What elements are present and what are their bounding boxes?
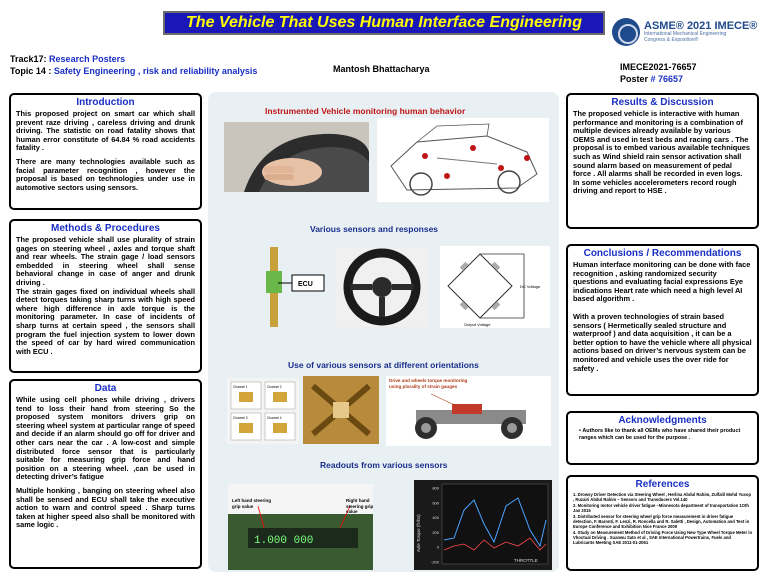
- conclusions-box: [566, 244, 759, 396]
- poster-title: The Vehicle That Uses Human Interface Engineering: [186, 14, 582, 31]
- reference-item: 4. Study on Measurement Method of Driving Force Using New Type Wheel Torque Meter in Vhoctual Driving . Xuanwu Sato et al , SAE International Powertrains, Fuels and Lubricants Meeting SAE 2011-01-2061: [573, 530, 752, 545]
- conclusions-title: Conclusions / Recommendations: [583, 248, 742, 259]
- paper-id: IMECE2021-76657: [620, 62, 697, 72]
- results-box: [566, 93, 759, 229]
- strain-gauge-channels-figure: [227, 378, 299, 444]
- torque-plot-svg: [414, 480, 552, 570]
- conclusions-p1: Human interface monitoring can be done with face recognition , asking randomized security questions and evaluating facial expressions Eye indications Heart rate which need a high level AI based algorithm .: [573, 260, 751, 304]
- grip-readout-board: [228, 484, 373, 570]
- results-p1: The proposed vehicle is interactive with human performance and monitoring is a combination of multiple devices already available by various OEMS and used in test beds and racing cars . The proposal is to embed various available techniques such as Wind shield rain sensor activation shall sound alarm based on measurement of pedal force . All alarms shall be recorded in even logs.: [573, 109, 751, 179]
- methods-p2: The strain gages fixed on individual wheels shall detect torques taking sharp turns with high speed where high difference in axle torque is the monitoring parameter. In case of incidents of sharp turns at certain speed , the sensors shall program the fuel injection system to lower down the speed of car by hard wired communication with ECU .: [16, 286, 195, 356]
- acknowledgments-p1: • Authors like to thank all OEMs who have shared their product ranges which can be used for the purpose .: [579, 428, 741, 441]
- data-p1: While using cell phones while driving , drivers tend to loss their hand from steering So the proposed system monitors drivers grip on steering wheel system at particular range of speed and decide if an alarm should go off for driver and other cars near the car . A low-cost and simple distributed force sensor that is particularly suitable for measuring grip force and hand position on a steering wheel. ,can be used in detecting driver’s fatigue: [16, 395, 195, 482]
- car-diagram-svg: [377, 118, 549, 202]
- asme-logo: [612, 13, 762, 51]
- channel-3-label: Channel 3: [233, 416, 248, 420]
- plot-ylabel: Axle Torque (ft-lbs): [416, 514, 421, 552]
- channel-1-label: Channel 1: [233, 385, 248, 389]
- results-title: Results & Discussion: [611, 97, 714, 108]
- wheatstone-bridge-diagram: [440, 246, 550, 328]
- poster-title-banner: [163, 11, 605, 35]
- results-p2: In some vehicles accelerometers record rough driving and report to HSE .: [573, 177, 737, 196]
- poster-value: # 76657: [650, 74, 684, 84]
- svg-text:1.000 000: 1.000 000: [254, 535, 314, 547]
- right-grip-label: Right hand steering grip value: [346, 498, 373, 514]
- acknowledgments-box: [566, 411, 759, 465]
- references-title: References: [635, 479, 690, 490]
- track-line: [10, 54, 125, 64]
- channels-svg: [227, 378, 299, 444]
- track-value: Research Posters: [49, 54, 126, 64]
- rosette-svg: [303, 376, 379, 444]
- left-grip-label: Left hand steering grip value: [232, 498, 272, 509]
- methods-p1: The proposed vehicle shall use plurality of strain gages on steering wheel , axles and torque shaft and rear wheels. The strain gage / load sensors embedded in steering wheel shall sense behavioral change in case of anger and drunk driving .: [16, 235, 195, 287]
- steering-wheel-svg: [336, 247, 428, 327]
- steering-photo-svg: [224, 122, 369, 192]
- methods-title: Methods & Procedures: [51, 223, 160, 234]
- drive-torque-figure: [386, 376, 551, 446]
- dc-voltage-label: DC Voltage: [520, 284, 541, 289]
- asme-globe-icon: [612, 18, 640, 46]
- figure-title-sensors: Various sensors and responses: [310, 224, 439, 234]
- plot-tick-label: 400: [432, 515, 439, 521]
- channel-4-label: Channel 4: [267, 416, 282, 420]
- steering-wheel-photo: [336, 247, 428, 327]
- output-voltage-label: Output Voltage: [464, 322, 491, 327]
- author-name: Mantosh Bhattacharya: [333, 64, 430, 74]
- ecu-wiring-figure: [246, 241, 326, 333]
- plot-tick-label: -200: [430, 559, 439, 565]
- introduction-box: [9, 93, 202, 210]
- ecu-label: ECU: [298, 281, 313, 288]
- logo-sub-1: International Mechanical Engineering: [644, 30, 727, 37]
- plot-tick-label: 200: [432, 529, 439, 535]
- vehicle-sensor-diagram: [377, 118, 549, 202]
- acknowledgments-title: Acknowledgments: [618, 415, 707, 426]
- logo-brand: ASME® 2021 IMECE®: [644, 19, 758, 32]
- readout-board-svg: [228, 484, 373, 570]
- poster-number: [620, 74, 683, 84]
- poster-prefix: Poster: [620, 74, 649, 84]
- ecu-svg: [246, 241, 326, 333]
- rosette-gauge-photo: [303, 376, 379, 444]
- data-box: [9, 379, 202, 569]
- channel-2-label: Channel 2: [267, 385, 282, 389]
- references-box: [566, 475, 759, 571]
- acknowledgments-text: Authors like to thank all OEMs who have shared their product ranges which can be used for the purpose .: [579, 428, 741, 441]
- topic-line: [10, 66, 257, 76]
- plot-legend: THROTTLE: [514, 558, 538, 563]
- axle-torque-plot: [414, 480, 552, 570]
- figure-title-readouts: Readouts from various sensors: [320, 460, 448, 470]
- reference-item: 1. Drowsy Driver Detection via Steering Wheel , Herlina Abdul Rahim, Zulfalil Mohd Yusop , Ruzairi Abdul Rahim – Sensors and Transducers Vol.140: [573, 492, 752, 502]
- plot-tick-label: 800: [432, 485, 439, 491]
- figure-title-instrumented: Instrumented Vehicle monitoring human behavior: [265, 106, 466, 116]
- plot-ticks: [431, 486, 440, 565]
- methods-box: [9, 219, 202, 373]
- introduction-p2: There are many technologies available such as facial parameter recognition , however the proposal is based on technologies under use in automotive sectors using sensors.: [16, 156, 195, 192]
- plot-tick-label: 0: [436, 544, 439, 550]
- data-title: Data: [94, 383, 117, 394]
- hand-on-steering-photo: [224, 122, 369, 192]
- plot-tick-label: 600: [432, 500, 439, 506]
- topic-value: Safety Engineering , risk and reliability analysis: [53, 66, 258, 76]
- introduction-title: Introduction: [76, 97, 135, 108]
- introduction-p1: This proposed project on smart car which shall prevent raze driving , careless driving and drunk driving. The statistic on road fatality shows that human error constitute of 64.84 % road accidents fatality .: [16, 109, 195, 153]
- reference-item: 3. Distributed sensor for steering wheel grip force measurement in driver fatigue detection, F. Baronti, F. Lenzi, R. Roncella and R. Saletti , Design, Automation and Test in Europe Conference and Exhibition Nice France 2009: [573, 514, 750, 529]
- data-p2: Multiple honking , banging on steering wheel also shall be sensed and ECU shall take the executive action to warn and control speed . Sharp turns taken at higher speed also shall be monitored with same logic .: [16, 485, 195, 530]
- figure-title-orientations: Use of various sensors at different orientations: [288, 360, 479, 370]
- logo-sub-2: Congress & Exposition®: [644, 36, 699, 43]
- bridge-svg: [440, 246, 550, 328]
- conclusions-p2: With a proven technologies of strain based sensors ( Hermetically sealed structure and waterproof ) and data acquisition , it can be a better option to have the vehicle where all physical actions based on driver’s nervous system can be monitored and vehicle uses the over ride for safety .: [573, 311, 752, 373]
- track-prefix: Track17:: [10, 54, 47, 64]
- drive-torque-caption: Drive and wheels torque monitoring using plurality of strain gauges: [389, 378, 468, 389]
- reference-item: 2. Monitoring motor vehicle driver fatigue –Minnesota department of transportation 1Oth Jan 2015: [573, 503, 749, 513]
- topic-prefix: Topic 14 :: [10, 66, 52, 76]
